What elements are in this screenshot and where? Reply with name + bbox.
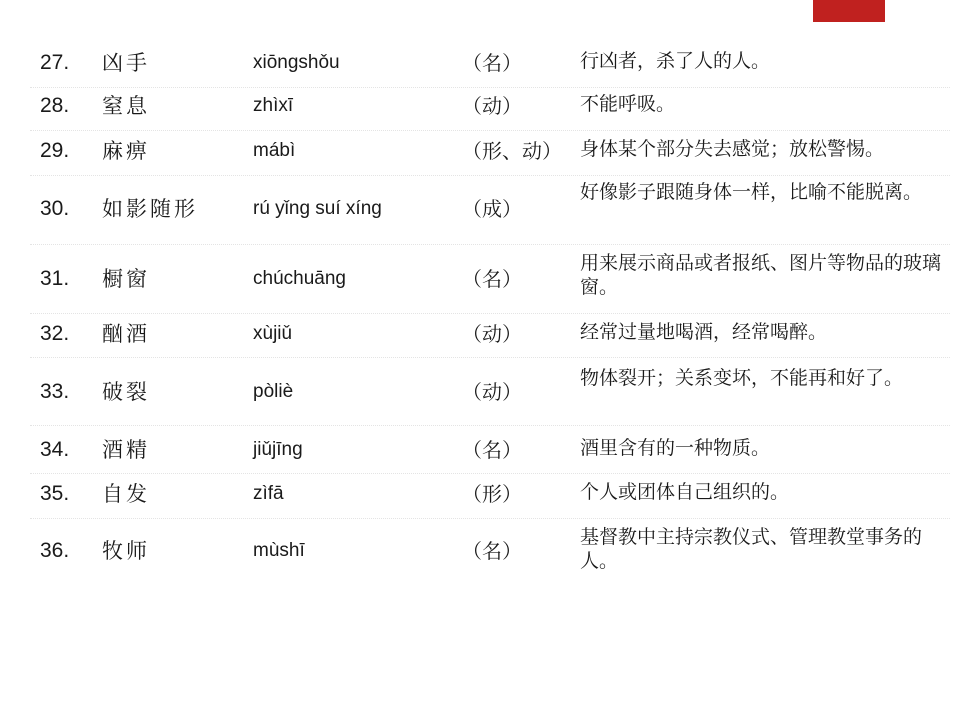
- entry-part-of-speech: （名）: [462, 267, 522, 291]
- entry-pinyin: chúchuāng: [253, 268, 346, 289]
- entry-number: 35.: [40, 482, 70, 505]
- row-divider: [30, 87, 950, 88]
- entry-part-of-speech: （形）: [462, 482, 522, 506]
- entry-part-of-speech: （名）: [462, 51, 522, 75]
- entry-part-of-speech: （名）: [462, 438, 522, 462]
- entry-definition: 好像影子跟随身体一样，比喻不能脱离。: [580, 181, 923, 203]
- entry-word: 牧师: [102, 539, 150, 563]
- entry-number: 29.: [40, 139, 70, 162]
- entry-number: 28.: [40, 94, 70, 117]
- entry-pinyin: rú yǐng suí xíng: [253, 198, 382, 219]
- entry-word: 如影随形: [102, 197, 198, 221]
- entry-pinyin: xiōngshǒu: [253, 52, 340, 73]
- row-divider: [30, 244, 950, 245]
- entry-pinyin: zhìxī: [253, 95, 294, 116]
- row-divider: [30, 425, 950, 426]
- entry-definition: 物体裂开；关系变坏，不能再和好了。: [580, 367, 904, 389]
- entry-word: 橱窗: [102, 267, 150, 291]
- entry-definition: 不能呼吸。: [580, 93, 676, 115]
- entry-definition: 用来展示商品或者报纸、图片等物品的玻璃窗。: [580, 252, 942, 298]
- entry-part-of-speech: （名）: [462, 539, 522, 563]
- entry-definition: 身体某个部分失去感觉；放松警惕。: [580, 138, 885, 160]
- entry-word: 酒精: [102, 438, 150, 462]
- entry-number: 31.: [40, 267, 70, 290]
- entry-definition: 酒里含有的一种物质。: [580, 437, 771, 459]
- entry-word: 酗酒: [102, 322, 150, 346]
- entry-word: 破裂: [102, 380, 150, 404]
- entry-part-of-speech: （动）: [462, 380, 522, 404]
- entry-number: 34.: [40, 438, 70, 461]
- entry-number: 30.: [40, 197, 70, 220]
- entry-definition: 行凶者，杀了人的人。: [580, 50, 771, 72]
- entry-definition: 基督教中主持宗教仪式、管理教堂事务的人。: [580, 526, 923, 572]
- row-divider: [30, 518, 950, 519]
- row-divider: [30, 130, 950, 131]
- entry-definition: 经常过量地喝酒，经常喝醉。: [580, 321, 828, 343]
- entry-word: 自发: [102, 482, 150, 506]
- entry-part-of-speech: （动）: [462, 94, 522, 118]
- entry-pinyin: xùjiǔ: [253, 323, 293, 344]
- row-divider: [30, 357, 950, 358]
- entry-part-of-speech: （成）: [462, 197, 522, 221]
- row-divider: [30, 175, 950, 176]
- entry-pinyin: pòliè: [253, 381, 294, 402]
- entry-part-of-speech: （动）: [462, 322, 522, 346]
- row-divider: [30, 313, 950, 314]
- entry-definition: 个人或团体自己组织的。: [580, 481, 790, 503]
- entry-pinyin: jiǔjīng: [253, 439, 303, 460]
- entry-pinyin: mábì: [253, 140, 296, 161]
- entry-pinyin: mùshī: [253, 540, 305, 561]
- entry-part-of-speech: （形、动）: [462, 139, 562, 163]
- entry-word: 麻痹: [102, 139, 150, 163]
- entry-number: 33.: [40, 380, 70, 403]
- entry-word: 凶手: [102, 51, 150, 75]
- entry-number: 32.: [40, 322, 70, 345]
- entry-pinyin: zìfā: [253, 483, 284, 504]
- row-divider: [30, 473, 950, 474]
- entry-number: 36.: [40, 539, 70, 562]
- entry-number: 27.: [40, 51, 70, 74]
- entry-word: 窒息: [102, 94, 150, 118]
